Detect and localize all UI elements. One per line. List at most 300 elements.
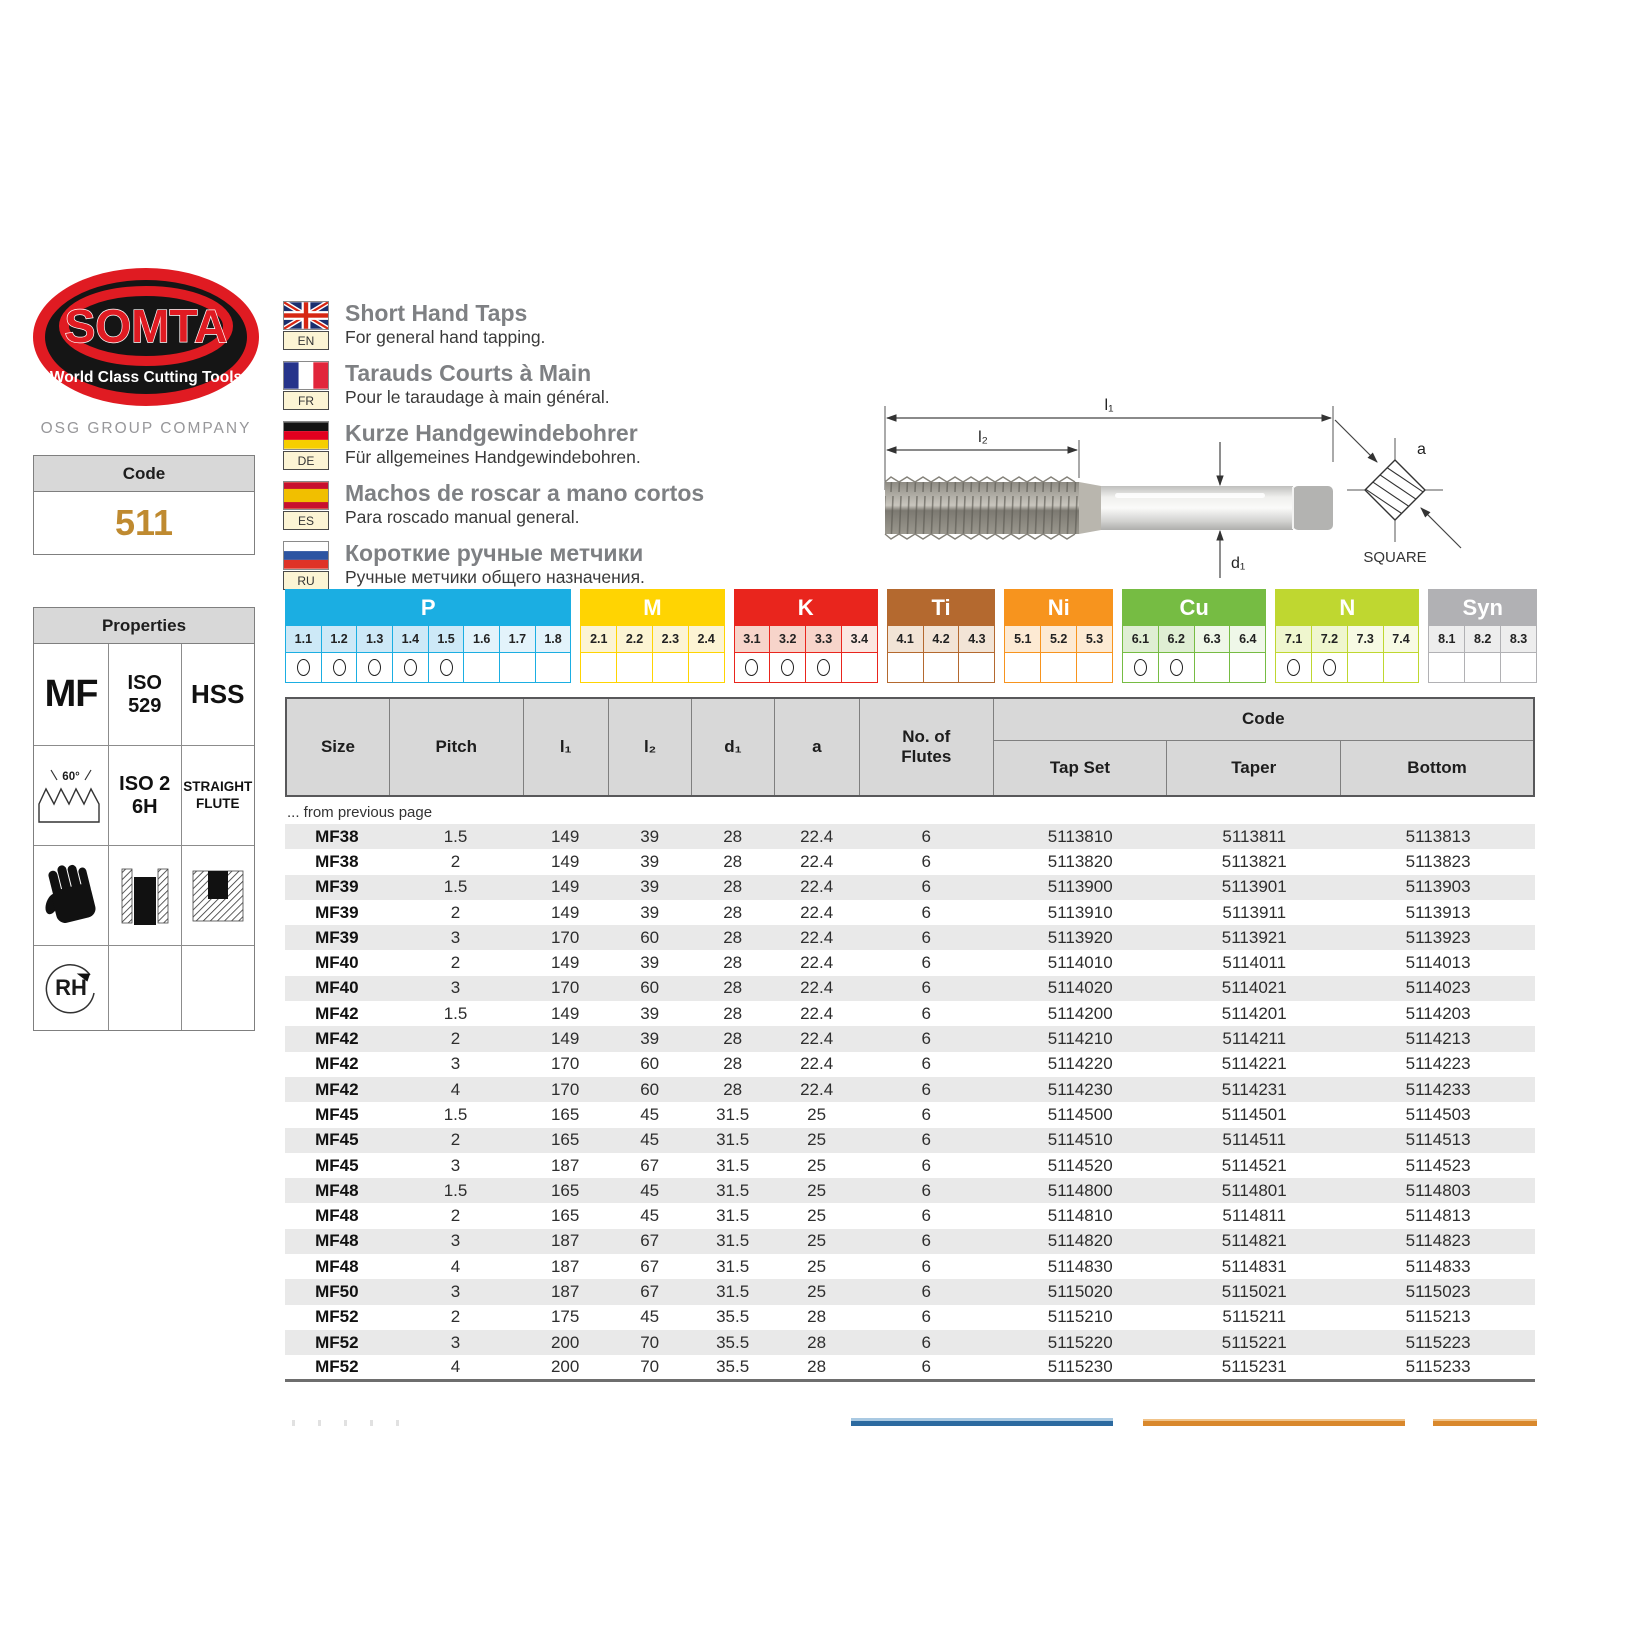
material-group-Cu [1122, 589, 1266, 683]
table-cell: 25 [807, 1180, 827, 1200]
table-cell: 5114823 [1405, 1231, 1471, 1251]
table-cell: 60 [640, 1054, 660, 1074]
lang-code-badge: RU [283, 571, 329, 590]
material-check-1.6 [464, 652, 500, 682]
material-cell-7.2: 7.2 [1312, 626, 1348, 652]
table-cell: 5113811 [1222, 826, 1287, 846]
material-cell-6.4: 6.4 [1230, 626, 1265, 652]
table-cell: MF48 [315, 1256, 359, 1276]
table-cell: 22.4 [800, 851, 834, 871]
material-group-label: Ti [888, 590, 995, 626]
property-blind-hole [182, 846, 255, 946]
material-cell-1.6: 1.6 [464, 626, 500, 652]
material-group-P [285, 589, 571, 683]
dim-a-label: a [1417, 441, 1426, 458]
table-cell: 35.5 [716, 1307, 750, 1327]
de-flag-icon [283, 421, 329, 450]
table-cell: 6 [921, 953, 932, 973]
material-cell-3.2: 3.2 [770, 626, 806, 652]
table-cell: 5114821 [1221, 1231, 1287, 1251]
table-cell: 6 [921, 1332, 932, 1352]
table-cell: 5114221 [1221, 1054, 1287, 1074]
table-cell: MF48 [315, 1180, 359, 1200]
table-cell: 5114023 [1405, 978, 1471, 998]
table-cell: 25 [807, 1155, 827, 1175]
table-cell: 39 [640, 1003, 660, 1023]
material-cell-2.1: 2.1 [581, 626, 617, 652]
table-cell: 6 [921, 1003, 932, 1023]
property-empty-2 [182, 946, 255, 1030]
table-cell: MF45 [315, 1155, 359, 1175]
dim-d1-label: d₁ [1231, 555, 1246, 572]
lang-row-de [283, 421, 883, 472]
table-cell: 149 [550, 826, 580, 846]
table-cell: 28 [723, 877, 743, 897]
material-cell-1.4: 1.4 [393, 626, 429, 652]
table-cell: 5114220 [1047, 1054, 1113, 1074]
material-check-4.3 [959, 652, 994, 682]
property-material: HSS [182, 644, 255, 746]
lang-row-fr [283, 361, 883, 412]
material-cell-7.4: 7.4 [1384, 626, 1419, 652]
col-header-code-group: Code [993, 698, 1534, 740]
svg-text:RH: RH [55, 975, 87, 1000]
material-check-1.7 [500, 652, 536, 682]
check-circle-icon [817, 659, 830, 676]
lang-row-en [283, 301, 883, 352]
table-cell: 149 [550, 851, 580, 871]
table-cell: 187 [550, 1155, 580, 1175]
table-cell: MF48 [315, 1231, 359, 1251]
table-cell: 149 [550, 1029, 580, 1049]
company-line: OSG GROUP COMPANY [40, 420, 252, 437]
table-cell: 22.4 [800, 1029, 834, 1049]
table-cell: 45 [640, 1130, 660, 1150]
material-cell-5.2: 5.2 [1041, 626, 1077, 652]
material-check-5.1 [1005, 652, 1041, 682]
material-cell-1.7: 1.7 [500, 626, 536, 652]
material-check-1.4 [393, 652, 429, 682]
material-check-1.1 [286, 652, 322, 682]
table-cell: MF52 [315, 1332, 359, 1352]
table-cell: 5113920 [1047, 927, 1113, 947]
table-cell: 31.5 [716, 1104, 750, 1124]
material-cell-8.3: 8.3 [1501, 626, 1536, 652]
table-cell: 5114811 [1222, 1206, 1287, 1226]
table-cell: 1.5 [443, 1180, 468, 1200]
material-group-label: P [286, 590, 570, 626]
material-check-1.5 [429, 652, 465, 682]
table-cell: 5113913 [1405, 902, 1471, 922]
material-check-7.2 [1312, 652, 1348, 682]
table-cell: 5114020 [1047, 978, 1113, 998]
table-cell: 28 [807, 1332, 827, 1352]
table-cell: 5115213 [1405, 1307, 1471, 1327]
check-circle-icon [368, 659, 381, 676]
tap-square-end [1293, 486, 1333, 530]
table-cell: 5115231 [1221, 1357, 1287, 1377]
table-cell: 6 [921, 1180, 932, 1200]
square-section [1335, 420, 1461, 566]
table-cell: 28 [723, 1029, 743, 1049]
table-cell: MF39 [315, 877, 359, 897]
table-cell: 39 [640, 953, 660, 973]
table-cell: MF50 [315, 1281, 359, 1301]
table-cell: 149 [550, 902, 580, 922]
material-check-7.4 [1384, 652, 1419, 682]
table-cell: 5114011 [1222, 953, 1287, 973]
table-cell: 5114203 [1405, 1003, 1471, 1023]
table-cell: 6 [921, 1104, 932, 1124]
table-cell: MF40 [315, 953, 359, 973]
product-subtitle-ru: Ручные метчики общего назначения. [345, 567, 645, 587]
table-row [285, 950, 1535, 975]
table-cell: 170 [550, 978, 580, 998]
material-cell-2.2: 2.2 [617, 626, 653, 652]
table-row [285, 1305, 1535, 1330]
check-circle-icon [404, 659, 417, 676]
table-cell: 1.5 [443, 877, 468, 897]
table-cell: 5114230 [1047, 1079, 1113, 1099]
table-cell: 45 [640, 1180, 660, 1200]
table-row [285, 824, 1535, 849]
table-cell: 28 [723, 826, 743, 846]
table-cell: 5114211 [1222, 1029, 1287, 1049]
square-section-label: SQUARE [1363, 549, 1427, 566]
lang-code-badge: ES [283, 511, 329, 530]
table-cell: 200 [550, 1332, 580, 1352]
table-cell: 6 [921, 877, 932, 897]
table-cell: 4 [450, 1079, 461, 1099]
material-cell-6.1: 6.1 [1123, 626, 1159, 652]
cutoff-text-fragment [292, 1420, 412, 1426]
language-descriptions [283, 301, 883, 601]
material-check-5.2 [1041, 652, 1077, 682]
table-cell: 3 [450, 1155, 461, 1175]
table-cell: 6 [921, 1079, 932, 1099]
table-cell: 200 [550, 1357, 580, 1377]
table-row [285, 925, 1535, 950]
table-cell: 5114510 [1047, 1130, 1113, 1150]
table-cell: 70 [640, 1357, 660, 1377]
dim-l1-label: l₁ [1104, 397, 1114, 414]
table-cell: 35.5 [716, 1332, 750, 1352]
table-cell: 5114500 [1047, 1104, 1113, 1124]
lang-code-badge: FR [283, 391, 329, 410]
table-cell: 6 [921, 1029, 932, 1049]
table-cell: 25 [807, 1130, 827, 1150]
table-cell: 28 [723, 953, 743, 973]
table-cell: 60 [640, 927, 660, 947]
table-cell: 6 [921, 1231, 932, 1251]
material-check-2.3 [653, 652, 689, 682]
material-group-Ti [887, 589, 996, 683]
table-cell: 25 [807, 1104, 827, 1124]
col-header-taper: Taper [1167, 740, 1341, 796]
table-cell: 5115230 [1047, 1357, 1113, 1377]
table-cell: 6 [921, 1206, 932, 1226]
table-cell: 22.4 [800, 1003, 834, 1023]
property-through-hole [109, 846, 182, 946]
material-check-8.3 [1501, 652, 1536, 682]
table-row [285, 1178, 1535, 1203]
code-box-header: Code [34, 456, 254, 492]
fr-flag-icon [283, 361, 329, 390]
table-cell: 3 [450, 1332, 461, 1352]
product-title: Short Hand Taps [345, 300, 528, 326]
table-cell: 3 [450, 1054, 461, 1074]
material-check-2.4 [689, 652, 724, 682]
svg-text:60°: 60° [62, 770, 80, 783]
table-cell: 39 [640, 877, 660, 897]
property-iso-standard: ISO 529 [109, 644, 182, 746]
table-row [285, 1355, 1535, 1380]
table-cell: 6 [921, 927, 932, 947]
table-cell: 6 [921, 978, 932, 998]
table-cell: 25 [807, 1256, 827, 1276]
table-cell: 5114830 [1047, 1256, 1113, 1276]
table-cell: 28 [807, 1307, 827, 1327]
check-circle-icon [745, 659, 758, 676]
material-cell-8.2: 8.2 [1465, 626, 1501, 652]
lang-code-badge: EN [283, 331, 329, 350]
table-cell: 28 [723, 851, 743, 871]
table-cell: 5115210 [1047, 1307, 1113, 1327]
material-check-3.1 [735, 652, 771, 682]
table-cell: 170 [550, 927, 580, 947]
property-thread-profile [34, 746, 109, 846]
table-cell: 39 [640, 902, 660, 922]
material-group-M [580, 589, 724, 683]
col-header-size: Size [286, 698, 389, 796]
table-row [285, 1128, 1535, 1153]
table-cell: 31.5 [716, 1256, 750, 1276]
material-cell-5.1: 5.1 [1005, 626, 1041, 652]
table-cell: 5113820 [1047, 851, 1113, 871]
material-group-Syn [1428, 589, 1537, 683]
table-cell: 5114501 [1221, 1104, 1287, 1124]
table-cell: 45 [640, 1307, 660, 1327]
material-check-2.1 [581, 652, 617, 682]
table-row [285, 1229, 1535, 1254]
table-cell: 5114520 [1047, 1155, 1113, 1175]
table-cell: 5114831 [1221, 1256, 1287, 1276]
table-cell: 22.4 [800, 978, 834, 998]
table-cell: 3 [450, 1231, 461, 1251]
col-header-tap-set: Tap Set [993, 740, 1167, 796]
table-cell: 45 [640, 1104, 660, 1124]
table-cell: 31.5 [716, 1180, 750, 1200]
properties-box [33, 607, 255, 1031]
spec-table [285, 697, 1535, 1382]
table-cell: 5114521 [1221, 1155, 1287, 1175]
material-cell-1.5: 1.5 [429, 626, 465, 652]
table-cell: 5114233 [1405, 1079, 1471, 1099]
check-circle-icon [297, 659, 310, 676]
table-cell: 170 [550, 1079, 580, 1099]
table-cell: 31.5 [716, 1206, 750, 1226]
table-row [285, 875, 1535, 900]
somta-logo-icon [28, 266, 264, 408]
table-cell: 187 [550, 1281, 580, 1301]
table-cell: 5114523 [1405, 1155, 1471, 1175]
table-cell: 175 [550, 1307, 580, 1327]
material-cell-6.3: 6.3 [1195, 626, 1231, 652]
material-cell-1.3: 1.3 [357, 626, 393, 652]
material-cell-3.4: 3.4 [842, 626, 877, 652]
material-check-4.1 [888, 652, 924, 682]
table-cell: 6 [921, 1281, 932, 1301]
table-row [285, 1153, 1535, 1178]
property-rotation [34, 946, 109, 1030]
material-check-3.4 [842, 652, 877, 682]
material-band [285, 589, 1537, 683]
table-cell: 2 [450, 953, 461, 973]
right-hand-icon [34, 953, 108, 1023]
table-cell: 22.4 [800, 1079, 834, 1099]
table-cell: 28 [723, 1054, 743, 1074]
table-cell: 22.4 [800, 927, 834, 947]
code-value: 511 [114, 502, 174, 543]
col-header-bottom: Bottom [1341, 740, 1534, 796]
material-cell-2.3: 2.3 [653, 626, 689, 652]
table-cell: 6 [921, 1307, 932, 1327]
table-row [285, 1254, 1535, 1279]
col-header-l1: l₁ [523, 698, 608, 796]
material-cell-1.8: 1.8 [536, 626, 571, 652]
table-cell: 3 [450, 927, 461, 947]
material-check-7.3 [1348, 652, 1384, 682]
table-cell: 5114503 [1405, 1104, 1471, 1124]
table-cell: 39 [640, 1029, 660, 1049]
table-row [285, 1001, 1535, 1026]
table-cell: 2 [450, 1307, 461, 1327]
table-cell: 5113900 [1047, 877, 1113, 897]
table-cell: 31.5 [716, 1130, 750, 1150]
table-cell: 39 [640, 826, 660, 846]
material-check-3.3 [806, 652, 842, 682]
product-subtitle: For general hand tapping. [345, 327, 546, 347]
material-group-label: Cu [1123, 590, 1265, 626]
col-header-flutes: No. of Flutes [859, 698, 993, 796]
table-cell: 6 [921, 1155, 932, 1175]
table-cell: 5113823 [1405, 851, 1471, 871]
table-cell: 5114810 [1047, 1206, 1113, 1226]
material-cell-1.2: 1.2 [322, 626, 358, 652]
col-header-pitch: Pitch [389, 698, 523, 796]
logo-tagline: World Class Cutting Tools [49, 369, 243, 386]
table-cell: 5114833 [1405, 1256, 1471, 1276]
table-cell: MF42 [315, 1029, 359, 1049]
table-cell: 5114021 [1221, 978, 1287, 998]
property-hand-use [34, 846, 109, 946]
uk-flag-icon [283, 301, 329, 330]
table-cell: 5114820 [1047, 1231, 1113, 1251]
table-cell: 5115021 [1221, 1281, 1287, 1301]
table-cell: 5114200 [1047, 1003, 1113, 1023]
material-check-8.2 [1465, 652, 1501, 682]
material-cell-8.1: 8.1 [1429, 626, 1465, 652]
table-cell: 1.5 [443, 1003, 468, 1023]
table-cell: 5115233 [1405, 1357, 1471, 1377]
product-subtitle-fr: Pour le taraudage à main général. [345, 387, 610, 407]
next-section-bar-blue [851, 1418, 1113, 1426]
table-cell: 5114801 [1221, 1180, 1287, 1200]
table-cell: 2 [450, 851, 461, 871]
table-row [285, 1203, 1535, 1228]
table-row [285, 849, 1535, 874]
check-circle-icon [1323, 659, 1336, 676]
table-cell: 165 [550, 1104, 580, 1124]
product-title-ru: Короткие ручные метчики [345, 540, 644, 566]
tap-shank [1101, 486, 1293, 530]
material-check-4.2 [924, 652, 960, 682]
table-cell: 149 [550, 953, 580, 973]
check-circle-icon [1287, 659, 1300, 676]
table-cell: 22.4 [800, 1054, 834, 1074]
material-check-1.3 [357, 652, 393, 682]
table-cell: 22.4 [800, 877, 834, 897]
table-cell: 5114210 [1047, 1029, 1113, 1049]
properties-header: Properties [34, 608, 254, 644]
table-cell: MF48 [315, 1206, 359, 1226]
logo-text: SOMTA [64, 300, 228, 352]
table-cell: 22.4 [800, 902, 834, 922]
material-group-label: K [735, 590, 877, 626]
material-cell-5.3: 5.3 [1077, 626, 1112, 652]
material-check-7.1 [1276, 652, 1312, 682]
table-cell: MF42 [315, 1003, 359, 1023]
table-cell: 5115221 [1221, 1332, 1287, 1352]
spec-table-header [285, 697, 1535, 797]
table-row [285, 1026, 1535, 1051]
table-cell: 5114213 [1405, 1029, 1471, 1049]
table-row [285, 1102, 1535, 1127]
property-flute-type: STRAIGHT FLUTE [182, 746, 255, 846]
properties-grid [34, 644, 254, 1030]
table-cell: 67 [640, 1281, 660, 1301]
spec-table-data [285, 824, 1535, 1382]
table-cell: 149 [550, 877, 580, 897]
material-group-label: Ni [1005, 590, 1112, 626]
material-check-2.2 [617, 652, 653, 682]
table-cell: 6 [921, 1357, 932, 1377]
table-cell: MF42 [315, 1079, 359, 1099]
material-cell-4.2: 4.2 [924, 626, 960, 652]
table-cell: 5114223 [1405, 1054, 1471, 1074]
tap-dimension-drawing [865, 390, 1465, 590]
table-cell: 4 [450, 1256, 461, 1276]
table-row [285, 976, 1535, 1001]
table-cell: 6 [921, 1130, 932, 1150]
table-cell: 5114511 [1222, 1130, 1287, 1150]
table-cell: 5113903 [1405, 877, 1471, 897]
property-empty-1 [109, 946, 182, 1030]
material-check-6.4 [1230, 652, 1265, 682]
material-group-Ni [1004, 589, 1113, 683]
table-cell: 2 [450, 902, 461, 922]
table-cell: 5115220 [1047, 1332, 1113, 1352]
table-cell: 3 [450, 978, 461, 998]
table-cell: 5115020 [1047, 1281, 1113, 1301]
technical-drawing [865, 390, 1465, 595]
table-cell: 45 [640, 1206, 660, 1226]
table-cell: 5113810 [1047, 826, 1113, 846]
table-cell: 187 [550, 1231, 580, 1251]
table-cell: 2 [450, 1206, 461, 1226]
table-cell: 5115223 [1405, 1332, 1471, 1352]
table-cell: 5114010 [1047, 953, 1113, 973]
